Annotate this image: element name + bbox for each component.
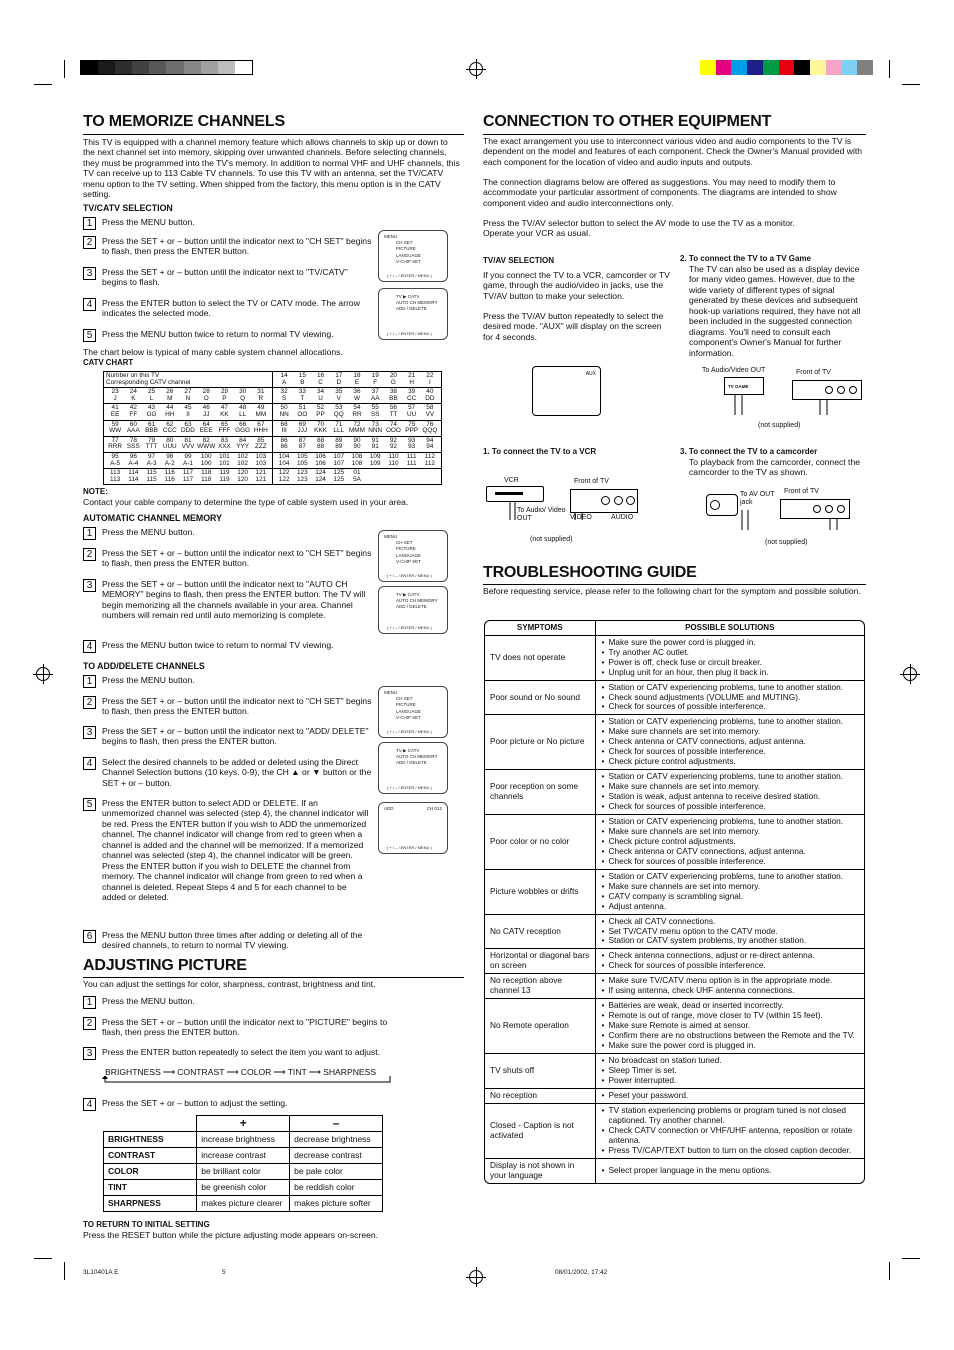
catv-chart-header-row: Number on this TV Corresponding CATV channel 14 15 16 17 18 19 20 21 22 A B C D E F G H I [104, 372, 442, 388]
picture-step: 2 Press the SET + or – button until the indicator next to "PICTURE" begins to flash, then press the ENTER button. [83, 1017, 402, 1038]
audio-label: AUDIO [611, 514, 634, 521]
solution-cell: • Check antenna connections, adjust or re-direct antenna. • Check for sources of possible interference. [595, 949, 864, 974]
connect-camcorder-text: To playback from the camcorder, connect the camcorder to the TV as shown. [689, 457, 861, 478]
trouble-intro: Before requesting service, please refer to the following chart for the symptom and possible solution. [483, 586, 861, 596]
add-step: 2 Press the SET + or – button until the indicator next to "CH SET" begins to flash, then press the ENTER button. [83, 696, 372, 717]
auto-step: 1 Press the MENU button. [83, 527, 372, 540]
video-label: VIDEO [570, 514, 592, 521]
trouble-row [485, 715, 864, 770]
registration-mark-right [903, 667, 917, 681]
memorize-intro: This TV is equipped with a channel memory feature which allows channels to skip up or down to the next channel set into memory, skipping over unwanted channels. Before selecting channels, they must be programmed into the TV's memory. In addition to normal VHF and UHF channels, this TV can receive up to 113 Cable TV channels. To use this TV with an antenna, set the TV/CATV menu option to the TV setting. When shipped from the factory, this menu option is in the CATV setting. [83, 137, 460, 200]
catv-chart-table [103, 371, 442, 485]
divider [483, 134, 866, 135]
swatch [810, 60, 826, 75]
trouble-row [485, 999, 864, 1054]
not-supplied-label: (not supplied) [758, 422, 801, 429]
trouble-row [485, 869, 864, 914]
tvav-heading: TV/AV SELECTION [483, 256, 554, 265]
osd-chset-screen: TV ▶ CATV AUTO CH MEMORY ADD / DELETE ( + / – / ENTER / MENU ) [378, 742, 448, 794]
trouble-row [485, 1054, 864, 1089]
solution-cell: • Make sure TV/CATV menu option is in the appropriate mode. • If using antenna, check UHF antenna connections. [595, 974, 864, 999]
auto-memory-heading: AUTOMATIC CHANNEL MEMORY [83, 513, 222, 523]
picture-adjust-row: BRIGHTNESS increase brightness decrease brightness [104, 1131, 383, 1147]
tvcatv-step: 3 Press the SET + or – button until the indicator next to "TV/CATV" begins to flash. [83, 267, 372, 288]
swatch [184, 61, 201, 74]
trouble-row [485, 914, 864, 949]
symptom-cell: Poor picture or No picture [485, 715, 595, 770]
section-title-connection: CONNECTION TO OTHER EQUIPMENT [483, 113, 772, 130]
front-tv-label: Front of TV [574, 478, 609, 485]
note-text: Contact your cable company to determine the type of cable system used in your area. [83, 497, 409, 507]
osd-menu-screen: MENU CH SET PICTURE LANGUAGE V-CHIP SET ( + / – / ENTER / MENU ) [378, 230, 448, 282]
add-step: 3 Press the SET + or – button until the indicator next to "ADD/ DELETE" begins to flash, then press the ENTER button. [83, 726, 372, 747]
catv-chart-row: 77 78 79 80 81 82 83 84 85 RRR SSS TTT UUU VVV WWW XXX YYY ZZZ 86 87 88 89 90 91 92 93 94 86 87 88 89 90 91 92 93 94 [104, 436, 442, 452]
swatch [201, 61, 218, 74]
trouble-row [485, 680, 864, 715]
tvav-p1: If you connect the TV to a VCR, camcorder or TV game, through the audio/video in jacks, use the TV/AV button to make your selection. [483, 270, 670, 301]
auto-step: 3 Press the SET + or – button until the indicator next to "AUTO CH MEMORY" begins to flash, then press the ENTER button. The TV will begin memorizing all the channels available in your area. Channel numbers will remain red until auto memorizing is complete. [83, 579, 372, 621]
footer-date: 08/01/2002, 17:42 [555, 1269, 608, 1276]
connect-vcr-heading: 1. To connect the TV to a VCR [483, 447, 597, 456]
swatch [747, 60, 763, 75]
not-supplied-label: (not supplied) [765, 539, 808, 546]
trouble-row [485, 815, 864, 870]
symptom-cell: Display is not shown in your language [485, 1158, 595, 1182]
swatch [763, 60, 779, 75]
symptom-cell: No CATV reception [485, 914, 595, 949]
symptom-cell: No Remote operation [485, 999, 595, 1054]
to-av-out-label: To Audio/Video OUT [702, 367, 766, 374]
add-step: 5 Press the ENTER button to select ADD or DELETE. If an unmemorized channel was selected (step 4), the channel indicator will be red. Press the ENTER button if you wish to ADD the unmemorized channel. The channel indicator will change from red to green when a channel is added and the channel will be memorized. If a memorized channel was selected (step 4), the channel indicator will be green. Press the ENTER button if you wish to DELETE the channel from memory. The channel indicator will change from green to red when a channel is deleted. Repeat Steps 4 and 5 for each channel to be added or deleted. [83, 798, 372, 903]
to-av-out-jack-label: To AV OUT jack [740, 491, 775, 506]
section-title-memorize: TO MEMORIZE CHANNELS [83, 113, 285, 130]
tvcatv-step: 4 Press the ENTER button to select the TV or CATV mode. The arrow indicates the selected mode. [83, 298, 372, 319]
solution-cell: • No broadcast on station tuned. • Sleep Timer is set. • Power interrupted. [595, 1054, 864, 1089]
add-delete-heading: TO ADD/DELETE CHANNELS [83, 661, 205, 671]
note-heading: NOTE: [83, 487, 108, 496]
section-title-picture: ADJUSTING PICTURE [83, 957, 247, 974]
crop-mark [889, 60, 890, 78]
tvcatv-heading: TV/CATV SELECTION [83, 203, 173, 213]
symptom-cell: No reception [485, 1088, 595, 1103]
front-tv-label: Front of TV [796, 369, 831, 376]
swatch [115, 61, 132, 74]
tv-game-icon: TV GAME [724, 377, 764, 395]
osd-chset-screen: TV ▶ CATV AUTO CH MEMORY ADD / DELETE ( + / – / ENTER / MENU ) [378, 288, 448, 340]
crop-mark [34, 1258, 52, 1259]
solution-cell: • Station or CATV experiencing problems, tune to another station. • Make sure channels are set into memory. • Check antenna or CATV connections, adjust antenna. • Check for sources of possible interference. • Check picture control adjustments. [595, 715, 864, 770]
registration-mark-left [36, 667, 50, 681]
swatch [132, 61, 149, 74]
picture-adjust-row: CONTRAST increase contrast decrease contrast [104, 1147, 383, 1163]
connection-p3: Press the TV/AV selector button to select the AV mode to use the TV as a monitor. Operate your VCR as usual. [483, 218, 795, 239]
swatch [700, 60, 716, 75]
plus-header: + [197, 1116, 290, 1132]
swatch [731, 60, 747, 75]
picture-step: 3 Press the ENTER button repeatedly to select the item you want to adjust. [83, 1047, 422, 1060]
vcr-label: VCR [504, 477, 519, 484]
picture-step: 4 Press the SET + or – button to adjust the setting. [83, 1098, 372, 1111]
trouble-row [485, 974, 864, 999]
swatch [857, 60, 873, 75]
swatch [716, 60, 732, 75]
camcorder-icon [706, 494, 738, 516]
trouble-row [485, 635, 864, 680]
solution-cell: • Station or CATV experiencing problems, tune to another station. • Check sound adjustments (VOLUME and MUTING). • Check for sources of possible interference. [595, 680, 864, 715]
solution-cell: • TV station experiencing problems or program tuned is not closed captioned. Try another channel. • Check CATV connection or VHF/UHF antenna, reposition or rotate antenna. • Press TV/CAP/TEXT button to turn on the closed caption decoder. [595, 1103, 864, 1158]
solution-cell: • Peset your password. [595, 1088, 864, 1103]
osd-menu-screen: MENU CH SET PICTURE LANGUAGE V-CHIP SET ( + / – / ENTER / MENU ) [378, 686, 448, 738]
vcr-icon [486, 486, 544, 502]
picture-adjust-row: SHARPNESS makes picture clearer makes picture softer [104, 1195, 383, 1211]
minus-header: – [290, 1116, 383, 1132]
connection-p2: The connection diagrams below are offered as suggestions. You may need to modify them to accommodate your particular assortment of components. The diagrams are intended to show component video and audio interconnections only. [483, 177, 837, 208]
reset-heading: TO RETURN TO INITIAL SETTING [83, 1220, 210, 1229]
game-cable [730, 395, 860, 420]
symptom-cell: Poor color or no color [485, 815, 595, 870]
tvcatv-step: 2 Press the SET + or – button until the indicator next to "CH SET" begins to flash, then press the ENTER button. [83, 236, 372, 257]
solution-cell: • Station or CATV experiencing problems, tune to another station. • Make sure channels are set into memory. • CATV company is scrambling signal. • Adjust antenna. [595, 869, 864, 914]
connection-p1: The exact arrangement you use to interconnect various video and audio components to the TV is dependent on the model and features of each component. Check the Owner's Manual provided with each component for the location of video and audio inputs and outputs. [483, 136, 863, 167]
tvcatv-step: 5 Press the MENU button twice to return to normal TV viewing. [83, 329, 372, 342]
swatch [794, 60, 810, 75]
camcorder-cable [740, 505, 850, 535]
auto-step: 4 Press the MENU button twice to return to normal TV viewing. [83, 640, 372, 653]
osd-add-screen: ADD CH 012 ( + / – / ENTER / MENU ) [378, 802, 448, 854]
reset-text: Press the RESET button while the picture adjusting mode appears on-screen. [83, 1230, 379, 1240]
trouble-row [485, 1088, 864, 1103]
divider [83, 134, 464, 135]
catv-chart-row: 113 114 115 116 117 118 119 120 121 113 114 115 116 117 118 119 120 121 122 123 124 125 01 122 123 124 125 5A [104, 469, 442, 485]
chart-intro: The chart below is typical of many cable system channel allocations. [83, 347, 343, 357]
trouble-row [485, 949, 864, 974]
symptom-cell: Closed - Caption is not activated [485, 1103, 595, 1158]
connect-camcorder-heading: 3. To connect the TV to a camcorder [680, 447, 818, 456]
auto-step: 2 Press the SET + or – button until the indicator next to "CH SET" begins to flash, then press the ENTER button. [83, 548, 372, 569]
swatch [149, 61, 166, 74]
swatch [842, 60, 858, 75]
symptom-cell: TV shuts off [485, 1054, 595, 1089]
symptom-cell: Picture wobbles or drifts [485, 869, 595, 914]
swatch [779, 60, 795, 75]
trouble-row [485, 1158, 864, 1182]
tvav-p2: Press the TV/AV button repeatedly to select the desired mode. "AUX" will display on the screen for 4 seconds. [483, 311, 664, 342]
registration-mark-top [469, 62, 483, 76]
picture-intro: You can adjust the settings for color, sharpness, contrast, brightness and tint. [83, 979, 376, 989]
crop-mark [34, 84, 52, 85]
catv-chart-row: 23 24 25 26 27 28 29 30 31 J K L M N O P Q R 32 33 34 35 36 37 38 39 40 S T U V W AA BB CC DD [104, 388, 442, 404]
crop-mark [64, 1262, 65, 1280]
crop-mark [889, 1262, 890, 1280]
picture-adjust-table [103, 1115, 383, 1212]
gray-calibration-bar [80, 60, 253, 75]
crop-mark [902, 84, 920, 85]
picture-flow: BRIGHTNESS ⟶ CONTRAST ⟶ COLOR ⟶ TINT ⟶ SHARPNESS [105, 1067, 377, 1077]
symptom-cell: Poor sound or No sound [485, 680, 595, 715]
to-av-out-label: To Audio/ Video OUT [517, 507, 566, 522]
symptom-cell: Horizontal or diagonal bars on screen [485, 949, 595, 974]
swatch [98, 61, 115, 74]
footer-page: 5 [222, 1269, 226, 1276]
swatch [235, 61, 252, 74]
catv-chart-row: 95 96 97 98 99 100 101 102 103 A-5 A-4 A-3 A-2 A-1 100 101 102 103 104 105 106 107 108 109 110 111 112 104 105 106 107 108 109 110 111 112 [104, 452, 442, 468]
symptom-cell: TV does not operate [485, 635, 595, 680]
swatch [81, 61, 98, 74]
solution-cell: • Station or CATV experiencing problems, tune to another station. • Make sure channels are set into memory. • Check picture control adjustments. • Check antenna or CATV connections, adjust antenna. • Check for sources of possible interference. [595, 815, 864, 870]
osd-chset-screen: TV ▶ CATV AUTO CH MEMORY ADD / DELETE ( + / – / ENTER / MENU ) [378, 586, 448, 634]
connect-game-text: The TV can also be used as a display device for many video games. However, due to the wide variety of different types of signal generated by these devices and subsequent hook-up variations required, they have not all been included in the suggested connection diagrams. You'll need to consult each component's Owner's Manual for further information. [689, 264, 861, 358]
trouble-row [485, 1103, 864, 1158]
registration-mark-bottom [469, 1270, 483, 1284]
connect-game-heading: 2. To connect the TV to a TV Game [680, 254, 811, 263]
solution-cell: • Check all CATV connections. • Set TV/CATV menu option to the CATV mode. • Station or CATV system problems, try another station. [595, 914, 864, 949]
solutions-header: POSSIBLE SOLUTIONS [595, 621, 864, 635]
color-calibration-bar [700, 60, 873, 75]
swatch [166, 61, 183, 74]
tv-screen-aux: AUX [532, 366, 601, 416]
add-step: 6 Press the MENU button three times after adding or deleting all of the desired channels, to return to normal TV viewing. [83, 930, 372, 951]
catv-chart-heading: CATV CHART [83, 358, 134, 367]
catv-chart-row: 59 60 61 62 63 64 65 66 67 WW AAA BBB CCC DDD EEE FFF GGG HHH 68 69 70 71 72 73 74 75 76 III JJJ KKK LLL MMM NNN OOO PPP QQQ [104, 420, 442, 436]
trouble-row [485, 770, 864, 815]
symptom-cell: Poor reception on some channels [485, 770, 595, 815]
divider [83, 977, 464, 978]
front-tv-label: Front of TV [784, 488, 819, 495]
solution-cell: • Make sure the power cord is plugged in. • Try another AC outlet. • Power is off, check fuse or circuit breaker. • Unplug unit for an hour, then plug it back in. [595, 635, 864, 680]
tvcatv-step: 1 Press the MENU button. [83, 217, 372, 230]
crop-mark [64, 60, 65, 78]
catv-chart-row: 41 42 43 44 45 46 47 48 49 EE FF GG HH II JJ KK LL MM 50 51 52 53 54 55 56 57 58 NN OO PP QQ RR SS TT UU VV [104, 404, 442, 420]
add-step: 4 Select the desired channels to be added or deleted using the Direct Channel Selection buttons (10 keys. 0-9), the CH ▲ or ▼ button or the SET + or – button. [83, 757, 372, 788]
crop-mark [902, 1258, 920, 1259]
footer-code: 3L10401A E [83, 1269, 119, 1276]
picture-adjust-row: COLOR be brilliant color be pale color [104, 1163, 383, 1179]
divider [483, 584, 866, 585]
osd-menu-screen: MENU CH SET PICTURE LANGUAGE V-CHIP SET ( + / – / ENTER / MENU ) [378, 530, 448, 582]
not-supplied-label: (not supplied) [530, 536, 573, 543]
solution-cell: • Batteries are weak, dead or inserted incorrectly. • Remote is out of range, move closer to TV (within 15 feet). • Make sure Remote is aimed at sensor. • Confirm there are no obstructions between the Remote and the TV. • Make sure the power cord is plugged in. [595, 999, 864, 1054]
add-step: 1 Press the MENU button. [83, 675, 372, 688]
swatch [218, 61, 235, 74]
troubleshooting-table [484, 620, 865, 1184]
solution-cell: • Select proper language in the menu options. [595, 1158, 864, 1182]
swatch [826, 60, 842, 75]
solution-cell: • Station or CATV experiencing problems, tune to another station. • Make sure channels are set into memory. • Station is weak, adjust antenna to receive desired station. • Check for sources of possible interference. [595, 770, 864, 815]
symptoms-header: SYMPTOMS [485, 621, 595, 635]
picture-step: 1 Press the MENU button. [83, 996, 372, 1009]
section-title-troubleshooting: TROUBLESHOOTING GUIDE [483, 564, 697, 581]
picture-adjust-row: TINT be greenish color be reddish color [104, 1179, 383, 1195]
symptom-cell: No reception above channel 13 [485, 974, 595, 999]
flow-return-arrow [100, 1076, 400, 1086]
